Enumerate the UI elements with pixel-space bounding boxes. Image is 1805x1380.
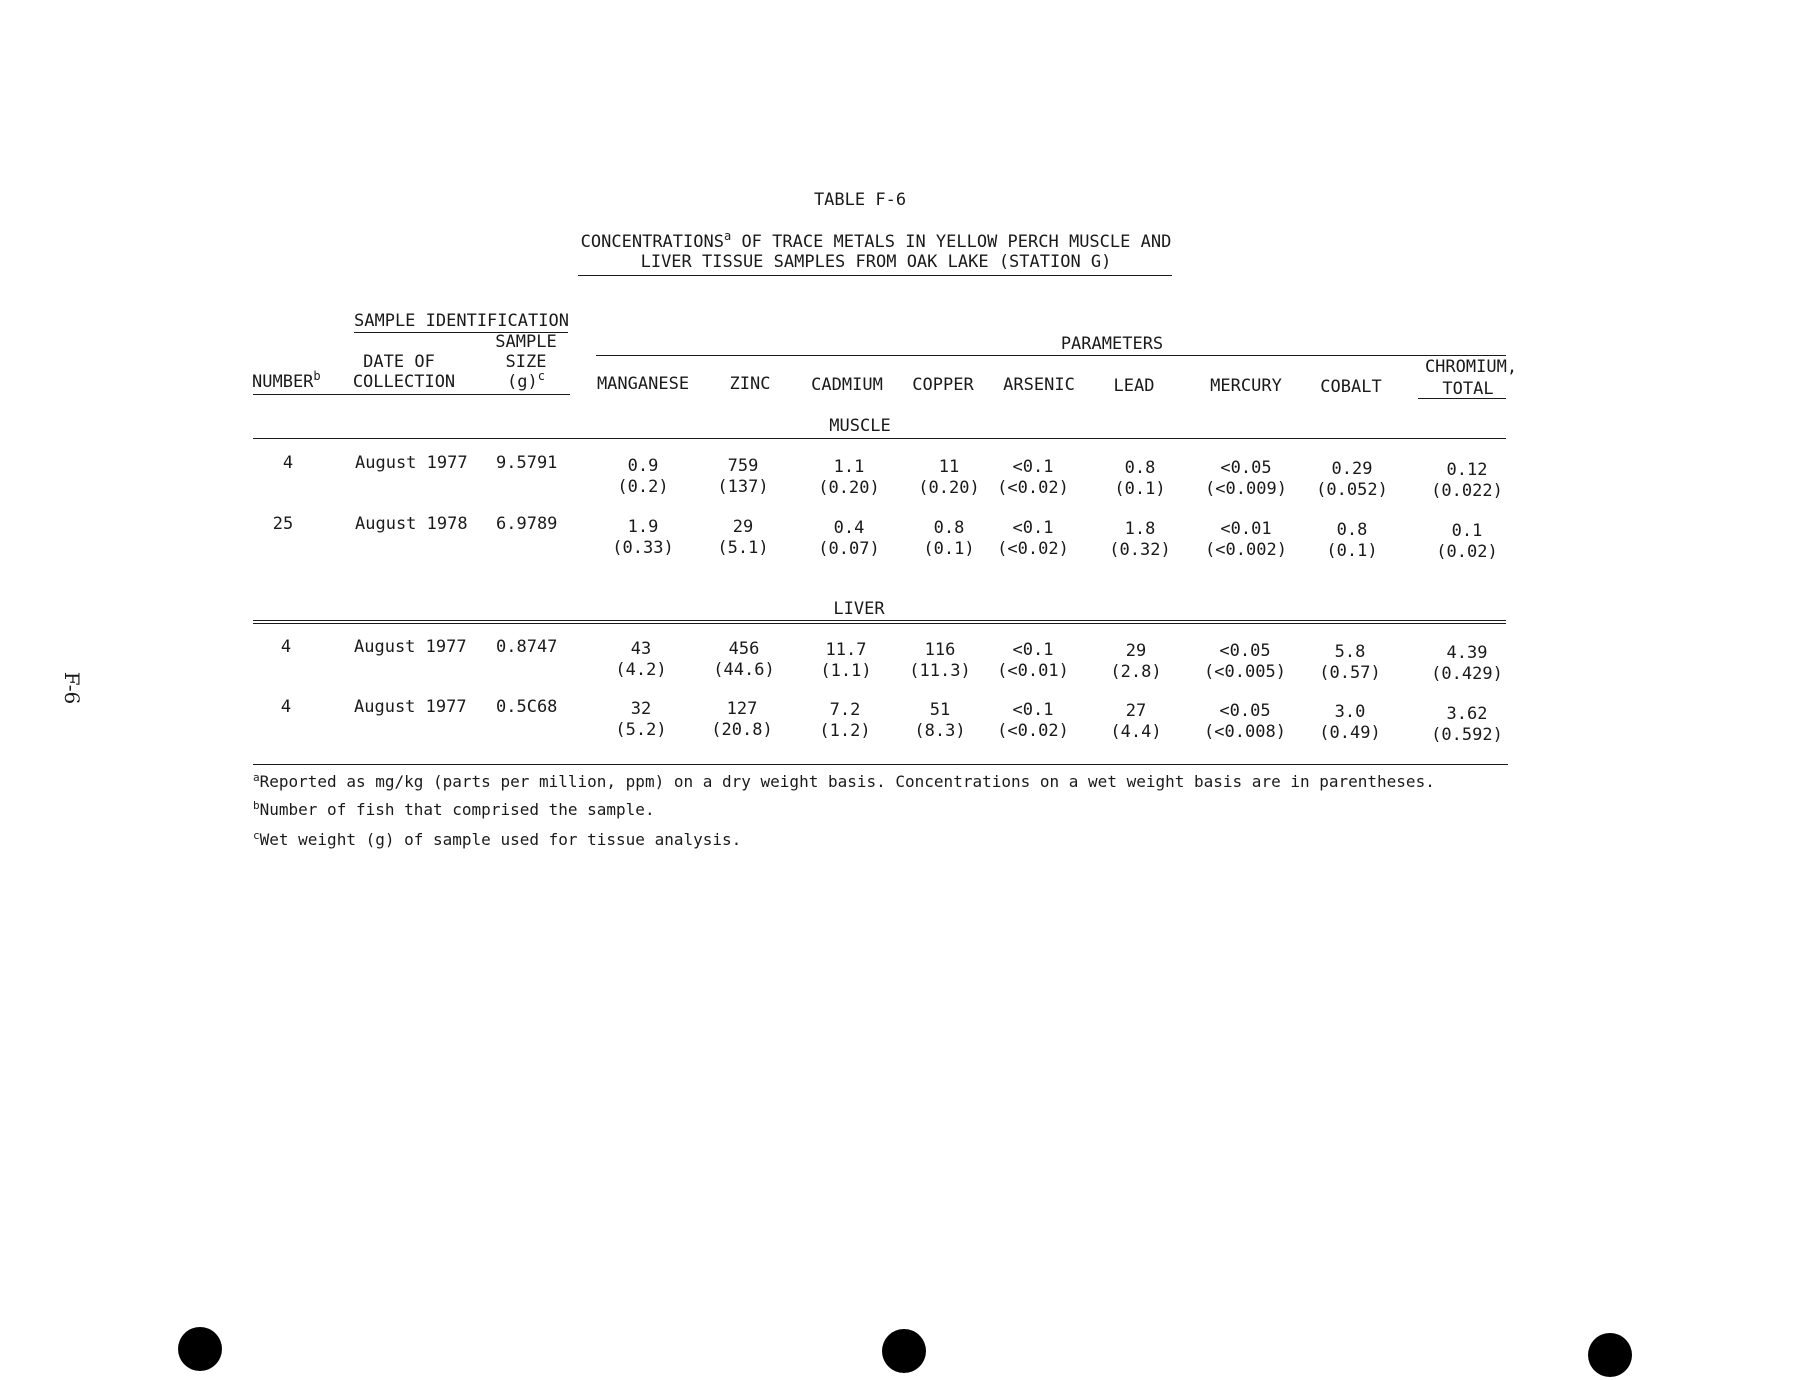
col-header-number: NUMBER$^b$ bbox=[252, 369, 321, 392]
cell-date: August 1977 bbox=[354, 637, 467, 657]
section-rule-muscle bbox=[253, 438, 1506, 439]
cell-date: August 1977 bbox=[354, 697, 467, 717]
col-header-manganese: MANGANESE bbox=[596, 374, 690, 394]
cell-mercury: <0.05 (<0.009) bbox=[1205, 458, 1287, 499]
col-header-cobalt: COBALT bbox=[1320, 377, 1382, 397]
cell-arsenic: <0.1 (<0.02) bbox=[997, 457, 1069, 498]
cell-copper: 116 (11.3) bbox=[909, 640, 971, 681]
header-underline-left bbox=[253, 394, 570, 395]
title-underline bbox=[578, 275, 1172, 276]
col-header-copper: COPPER bbox=[912, 375, 974, 395]
table-label: TABLE F-6 bbox=[813, 190, 907, 210]
cell-cadmium: 1.1 (0.20) bbox=[818, 457, 880, 498]
group-header-parameters: PARAMETERS bbox=[1060, 334, 1164, 354]
cell-manganese: 32 (5.2) bbox=[615, 699, 667, 740]
section-rule-liver-top bbox=[253, 620, 1506, 621]
col-header-date-1: DATE OF bbox=[363, 352, 435, 372]
cell-cobalt: 0.29 (0.052) bbox=[1316, 459, 1388, 500]
cell-number: 25 bbox=[272, 514, 294, 534]
cell-mercury: <0.05 (<0.005) bbox=[1204, 641, 1286, 682]
cell-arsenic: <0.1 (<0.02) bbox=[997, 518, 1069, 559]
cell-date: August 1978 bbox=[355, 514, 468, 534]
cell-manganese: 1.9 (0.33) bbox=[612, 517, 674, 558]
cell-lead: 1.8 (0.32) bbox=[1109, 519, 1171, 560]
binder-hole-right bbox=[1588, 1333, 1632, 1377]
cell-cobalt: 0.8 (0.1) bbox=[1326, 520, 1378, 561]
section-rule-liver bbox=[253, 623, 1506, 624]
table-bottom-rule bbox=[253, 764, 1508, 765]
cell-chromium: 0.12 (0.022) bbox=[1431, 460, 1503, 501]
cell-lead: 0.8 (0.1) bbox=[1114, 458, 1166, 499]
cell-mercury: <0.05 (<0.008) bbox=[1204, 701, 1286, 742]
binder-hole-center bbox=[882, 1329, 926, 1373]
col-header-size-1: SAMPLE bbox=[495, 332, 557, 352]
page-number-label: F-6 bbox=[60, 671, 85, 705]
cell-number: 4 bbox=[280, 637, 292, 657]
col-header-date-2: COLLECTION bbox=[352, 372, 456, 392]
cell-mercury: <0.01 (<0.002) bbox=[1205, 519, 1287, 560]
cell-cobalt: 5.8 (0.57) bbox=[1319, 642, 1381, 683]
cell-lead: 29 (2.8) bbox=[1110, 641, 1162, 682]
table-title-line1: CONCENTRATIONS$^a$ OF TRACE METALS IN YELLOW PERCH MUSCLE AND bbox=[580, 229, 1172, 252]
footnote-a: $^a$Reported as mg/kg (parts per million, ppm) on a dry weight basis. Concentrations on a wet weight basis are in parentheses. bbox=[253, 771, 1435, 791]
col-header-zinc: ZINC bbox=[729, 374, 771, 394]
cell-size: 6.9789 bbox=[496, 514, 558, 534]
cell-zinc: 759 (137) bbox=[717, 456, 769, 497]
cell-copper: 0.8 (0.1) bbox=[923, 518, 975, 559]
cell-zinc: 456 (44.6) bbox=[713, 639, 775, 680]
cell-arsenic: <0.1 (<0.02) bbox=[997, 700, 1069, 741]
cell-cobalt: 3.0 (0.49) bbox=[1319, 702, 1381, 743]
cell-number: 4 bbox=[282, 453, 294, 473]
col-header-size-3: $(g)^c$ bbox=[507, 369, 545, 392]
section-label-liver: LIVER bbox=[833, 599, 885, 619]
footnote-c: $^c$Wet weight (g) of sample used for tissue analysis. bbox=[253, 829, 742, 849]
cell-zinc: 29 (5.1) bbox=[717, 517, 769, 558]
cell-cadmium: 7.2 (1.2) bbox=[819, 700, 871, 741]
header-underline-chromium bbox=[1418, 398, 1506, 399]
section-label-muscle: MUSCLE bbox=[829, 416, 891, 436]
footnote-b: $^b$Number of fish that comprised the sample. bbox=[253, 799, 655, 819]
cell-number: 4 bbox=[280, 697, 292, 717]
params-group-underline bbox=[596, 355, 1506, 356]
col-header-lead: LEAD bbox=[1113, 376, 1155, 396]
cell-chromium: 3.62 (0.592) bbox=[1431, 704, 1503, 745]
table-title-line2: LIVER TISSUE SAMPLES FROM OAK LAKE (STATION G) bbox=[640, 252, 1112, 272]
col-header-cadmium: CADMIUM bbox=[811, 375, 883, 395]
group-header-sample: SAMPLE IDENTIFICATION bbox=[354, 311, 569, 331]
binder-hole-left bbox=[178, 1327, 222, 1371]
cell-size: 0.5C68 bbox=[496, 697, 558, 717]
col-header-chromium-2: TOTAL bbox=[1442, 379, 1494, 399]
cell-lead: 27 (4.4) bbox=[1110, 701, 1162, 742]
cell-size: 0.8747 bbox=[496, 637, 558, 657]
cell-cadmium: 11.7 (1.1) bbox=[820, 640, 872, 681]
cell-date: August 1977 bbox=[355, 453, 468, 473]
cell-chromium: 4.39 (0.429) bbox=[1431, 643, 1503, 684]
col-header-chromium-1: CHROMIUM, bbox=[1424, 357, 1518, 377]
cell-manganese: 43 (4.2) bbox=[615, 639, 667, 680]
cell-copper: 51 (8.3) bbox=[914, 700, 966, 741]
cell-manganese: 0.9 (0.2) bbox=[617, 456, 669, 497]
cell-arsenic: <0.1 (<0.01) bbox=[997, 640, 1069, 681]
cell-zinc: 127 (20.8) bbox=[711, 699, 773, 740]
cell-copper: 11 (0.20) bbox=[918, 457, 980, 498]
col-header-mercury: MERCURY bbox=[1210, 376, 1282, 396]
col-header-arsenic: ARSENIC bbox=[1003, 375, 1075, 395]
cell-chromium: 0.1 (0.02) bbox=[1436, 521, 1498, 562]
cell-size: 9.5791 bbox=[496, 453, 558, 473]
cell-cadmium: 0.4 (0.07) bbox=[818, 518, 880, 559]
col-header-size-2: SIZE bbox=[505, 352, 547, 372]
